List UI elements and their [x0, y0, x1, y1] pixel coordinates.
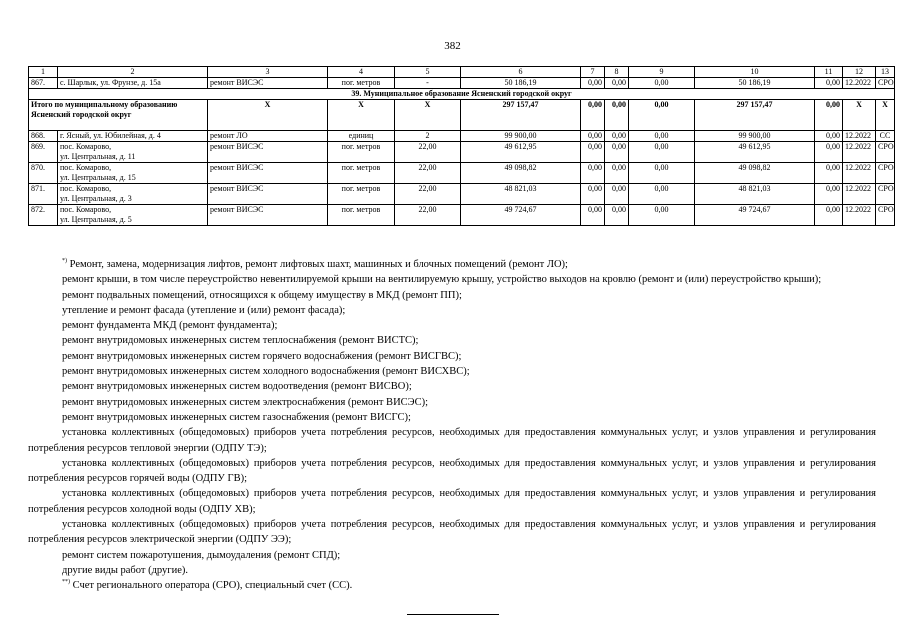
footnote-text: Ремонт, замена, модернизация лифтов, ремонт лифтовых шахт, машинных и блочных помещений (ремонт ЛО);: [69, 259, 568, 270]
row-number: 872.: [29, 205, 58, 226]
deadline-cell: 12.2022: [843, 184, 876, 205]
total-cell: 0,00: [629, 100, 695, 131]
footnote-line: ремонт внутридомовых инженерных систем электроснабжения (ремонт ВИСЭС);: [62, 396, 428, 408]
amount-cell: 49 098,82: [695, 163, 815, 184]
amount-cell: 0,00: [815, 205, 843, 226]
work-type-cell: ремонт ЛО: [208, 131, 328, 142]
header-cell: 7: [581, 67, 605, 78]
section-heading-row: [29, 89, 895, 100]
footnote-line: ремонт подвальных помещений, относящихся к общему имуществу в МКД (ремонт ПП);: [62, 289, 462, 301]
address-cell: г. Ясный, ул. Юбилейная, д. 4: [58, 131, 208, 142]
amount-cell: 0,00: [605, 205, 629, 226]
amount-cell: 0,00: [629, 78, 695, 89]
amount-cell: 0,00: [629, 184, 695, 205]
header-cell: 5: [395, 67, 461, 78]
header-cell: 6: [461, 67, 581, 78]
quantity-cell: 22,00: [395, 205, 461, 226]
address-cell: [58, 163, 208, 184]
amount-cell: 0,00: [629, 205, 695, 226]
footnote-line: ремонт внутридомовых инженерных систем холодного водоснабжения (ремонт ВИСХВС);: [62, 366, 470, 378]
deadline-cell: 12.2022: [843, 131, 876, 142]
deadline-cell: 12.2022: [843, 78, 876, 89]
total-cell: 297 157,47: [695, 100, 815, 131]
row-number: 867.: [29, 78, 58, 89]
header-cell: 13: [876, 67, 895, 78]
address-cell: [58, 184, 208, 205]
footnote-line: утепление и ремонт фасада (утепление и (или) ремонт фасада);: [62, 304, 346, 316]
footnote-line: ремонт внутридомовых инженерных систем теплоснабжения (ремонт ВИСТС);: [62, 335, 419, 347]
deadline-cell: 12.2022: [843, 205, 876, 226]
amount-cell: 0,00: [581, 205, 605, 226]
header-cell: 8: [605, 67, 629, 78]
total-cell: 0,00: [581, 100, 605, 131]
quantity-cell: 22,00: [395, 163, 461, 184]
amount-cell: 49 098,82: [461, 163, 581, 184]
amount-cell: 0,00: [581, 78, 605, 89]
account-cell: СРО: [876, 205, 895, 226]
amount-cell: 99 900,00: [461, 131, 581, 142]
amount-cell: 0,00: [605, 78, 629, 89]
footnote-marker: **): [62, 579, 70, 586]
total-cell: X: [208, 100, 328, 131]
total-label: Итого по муниципальному образованию Ясненский городской округ: [29, 100, 208, 131]
row-number: 869.: [29, 142, 58, 163]
table-row: [29, 78, 895, 89]
amount-cell: 49 724,67: [461, 205, 581, 226]
unit-cell: пог. метров: [328, 184, 395, 205]
repair-plan-table: [28, 66, 895, 226]
total-cell: 297 157,47: [461, 100, 581, 131]
amount-cell: 0,00: [605, 142, 629, 163]
amount-cell: 0,00: [629, 131, 695, 142]
quantity-cell: 22,00: [395, 184, 461, 205]
account-cell: СС: [876, 131, 895, 142]
total-cell: X: [328, 100, 395, 131]
header-cell: 3: [208, 67, 328, 78]
section-title: 39. Муниципальное образование Ясненский городской округ: [29, 89, 895, 100]
header-cell: 9: [629, 67, 695, 78]
deadline-cell: 12.2022: [843, 163, 876, 184]
unit-cell: пог. метров: [328, 78, 395, 89]
total-cell: 0,00: [815, 100, 843, 131]
address-line: пос. Комарово,: [60, 142, 112, 151]
row-number: 870.: [29, 163, 58, 184]
header-cell: 11: [815, 67, 843, 78]
amount-cell: 48 821,03: [461, 184, 581, 205]
amount-cell: 0,00: [629, 142, 695, 163]
total-cell: 0,00: [605, 100, 629, 131]
table-row: [29, 131, 895, 142]
account-cell: СРО: [876, 184, 895, 205]
address-line: пос. Комарово,: [60, 205, 112, 214]
amount-cell: 0,00: [815, 78, 843, 89]
header-cell: 12: [843, 67, 876, 78]
address-line: пос. Комарово,: [60, 163, 112, 172]
address-line: ул. Центральная, д. 5: [60, 214, 132, 224]
header-cell: 4: [328, 67, 395, 78]
footnote-line: [28, 578, 876, 593]
amount-cell: 0,00: [581, 131, 605, 142]
account-cell: СРО: [876, 78, 895, 89]
footnote-line: ремонт внутридомовых инженерных систем водоотведения (ремонт ВИСВО);: [62, 381, 412, 393]
amount-cell: 0,00: [815, 163, 843, 184]
footnotes: [28, 257, 876, 594]
unit-cell: единиц: [328, 131, 395, 142]
address-line: ул. Центральная, д. 15: [60, 172, 136, 182]
amount-cell: 0,00: [629, 163, 695, 184]
total-cell: X: [395, 100, 461, 131]
amount-cell: 0,00: [815, 184, 843, 205]
footnote-line: установка коллективных (общедомовых) приборов учета потребления ресурсов, необходимых для предоставления коммунальных услуг, и узлов управления и регулирования потребления ресурсов тепловой энергии (ОДПУ ТЭ);: [28, 427, 876, 454]
row-number: 871.: [29, 184, 58, 205]
amount-cell: 0,00: [605, 131, 629, 142]
table-row: [29, 205, 895, 226]
quantity-cell: 22,00: [395, 142, 461, 163]
amount-cell: 0,00: [815, 131, 843, 142]
footnote-line: установка коллективных (общедомовых) приборов учета потребления ресурсов, необходимых для предоставления коммунальных услуг, и узлов управления и регулирования потребления ресурсов электрической энергии (ОДПУ ЭЭ);: [28, 519, 876, 546]
amount-cell: 0,00: [815, 142, 843, 163]
total-cell: X: [876, 100, 895, 131]
footnote-line: установка коллективных (общедомовых) приборов учета потребления ресурсов, необходимых для предоставления коммунальных услуг, и узлов управления и регулирования потребления ресурсов горячей воды (ОДПУ ГВ);: [28, 457, 876, 485]
footnote-line: ремонт крыши, в том числе переустройство невентилируемой крыши на вентилируемую крышу, устройство выходов на кровлю (ремонт и (или) переустройство крыши);: [62, 274, 822, 286]
footnote-line: ремонт внутридомовых инженерных систем газоснабжения (ремонт ВИСГС);: [62, 411, 411, 423]
unit-cell: пог. метров: [328, 163, 395, 184]
address-cell: [58, 142, 208, 163]
amount-cell: 0,00: [581, 184, 605, 205]
unit-cell: пог. метров: [328, 142, 395, 163]
address-cell: [58, 205, 208, 226]
amount-cell: 49 612,95: [461, 142, 581, 163]
table-row: [29, 142, 895, 163]
address-line: ул. Центральная, д. 3: [60, 193, 132, 203]
deadline-cell: 12.2022: [843, 142, 876, 163]
header-cell: 10: [695, 67, 815, 78]
address-line: пос. Комарово,: [60, 184, 112, 193]
amount-cell: 48 821,03: [695, 184, 815, 205]
footnote-line: ремонт систем пожаротушения, дымоудаления (ремонт СПД);: [62, 549, 341, 561]
total-cell: X: [843, 100, 876, 131]
footnote-text: Счет регионального оператора (СРО), специальный счет (СС).: [72, 580, 353, 592]
amount-cell: 0,00: [605, 184, 629, 205]
amount-cell: 0,00: [581, 142, 605, 163]
total-row: [29, 100, 895, 131]
work-type-cell: ремонт ВИСЭС: [208, 205, 328, 226]
quantity-cell: 2: [395, 131, 461, 142]
footnote-line: [28, 257, 876, 272]
row-number: 868.: [29, 131, 58, 142]
column-number-row: [29, 67, 895, 78]
table-row: [29, 163, 895, 184]
footnote-line: ремонт внутридомовых инженерных систем горячего водоснабжения (ремонт ВИСГВС);: [62, 350, 462, 362]
end-divider: [407, 614, 499, 615]
footnote-line: установка коллективных (общедомовых) приборов учета потребления ресурсов, необходимых для предоставления коммунальных услуг, и узлов управления и регулирования потребления ресурсов холодной воды (ОДПУ ХВ);: [28, 488, 876, 515]
amount-cell: 49 612,95: [695, 142, 815, 163]
page-number: 382: [444, 40, 461, 52]
footnote-line: ремонт фундамента МКД (ремонт фундамента);: [62, 320, 278, 332]
work-type-cell: ремонт ВИСЭС: [208, 184, 328, 205]
table-row: [29, 184, 895, 205]
header-cell: 2: [58, 67, 208, 78]
amount-cell: 50 186,19: [695, 78, 815, 89]
footnote-marker: *): [62, 258, 67, 264]
work-type-cell: ремонт ВИСЭС: [208, 142, 328, 163]
account-cell: СРО: [876, 142, 895, 163]
address-line: ул. Центральная, д. 11: [60, 151, 136, 161]
amount-cell: 49 724,67: [695, 205, 815, 226]
quantity-cell: -: [395, 78, 461, 89]
amount-cell: 50 186,19: [461, 78, 581, 89]
account-cell: СРО: [876, 163, 895, 184]
amount-cell: 0,00: [581, 163, 605, 184]
amount-cell: 99 900,00: [695, 131, 815, 142]
amount-cell: 0,00: [605, 163, 629, 184]
address-cell: с. Шарлык, ул. Фрунзе, д. 15а: [58, 78, 208, 89]
header-cell: 1: [29, 67, 58, 78]
footnote-line: другие виды работ (другие).: [62, 564, 188, 576]
unit-cell: пог. метров: [328, 205, 395, 226]
work-type-cell: ремонт ВИСЭС: [208, 163, 328, 184]
work-type-cell: ремонт ВИСЭС: [208, 78, 328, 89]
